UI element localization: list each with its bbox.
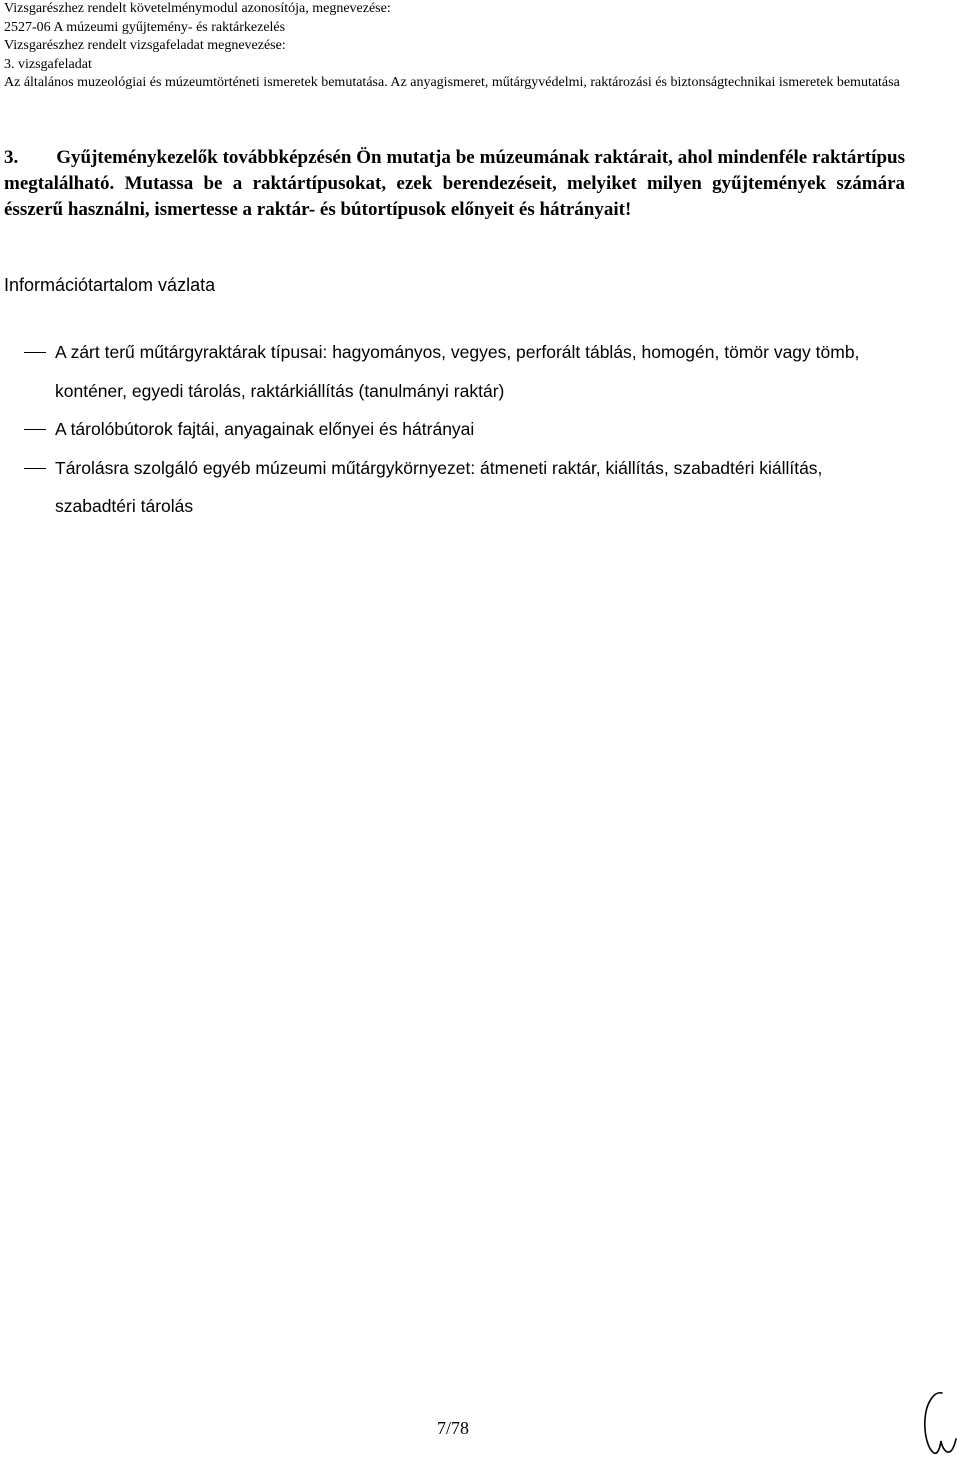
outline-item	[24, 410, 904, 449]
outline-item	[24, 333, 904, 410]
outline-item-text: A zárt terű műtárgyraktárak típusai: hagyományos, vegyes, perforált táblás, homogén, tömör vagy tömb, konténer, egyedi tárolás, raktárkiállítás (tanulmányi raktár)	[55, 342, 860, 401]
task-number: 3.	[4, 147, 19, 168]
outline-item-text: A tárolóbútorok fajtái, anyagainak előnyei és hátrányai	[55, 419, 475, 439]
header-module-label: Vizsgarészhez rendelt követelménymodul azonosítója, megnevezése:	[4, 1, 391, 16]
header-task-description: Az általános muzeológiai és múzeumtörténeti ismeretek bemutatása. Az anyagismeret, műtárgyvédelmi, raktározási és biztonságtechnikai ismeretek bemutatása	[4, 75, 900, 90]
outline-item	[24, 449, 904, 526]
header-module-name: 2527-06 A múzeumi gyűjtemény- és raktárkezelés	[4, 19, 286, 35]
signature-icon	[918, 1385, 958, 1461]
dash-bullet-icon	[24, 468, 46, 469]
task-text: Gyűjteménykezelők továbbképzésén Ön mutatja be múzeumának raktárait, ahol mindenféle raktártípus megtalálható. Mutassa be a raktártípusokat, ezek berendezéseit, melyiket milyen gyűjtemények számára ésszerű használni, ismertesse a raktár- és bútortípusok előnyeit és hátrányait!	[4, 147, 905, 220]
page-number: 7/78	[436, 1418, 469, 1438]
dash-bullet-icon	[24, 352, 46, 353]
task-statement	[4, 145, 905, 223]
dash-bullet-icon	[24, 429, 46, 430]
outline-list	[24, 333, 904, 526]
header-task-name: 3. vizsgafeladat	[4, 56, 92, 72]
header-task-label: Vizsgarészhez rendelt vizsgafeladat megnevezése:	[4, 38, 286, 53]
info-content-title: Információtartalom vázlata	[4, 275, 216, 295]
outline-item-text: Tárolásra szolgáló egyéb múzeumi műtárgykörnyezet: átmeneti raktár, kiállítás, szabadtéri kiállítás, szabadtéri tárolás	[55, 457, 823, 516]
document-header	[4, 0, 954, 93]
